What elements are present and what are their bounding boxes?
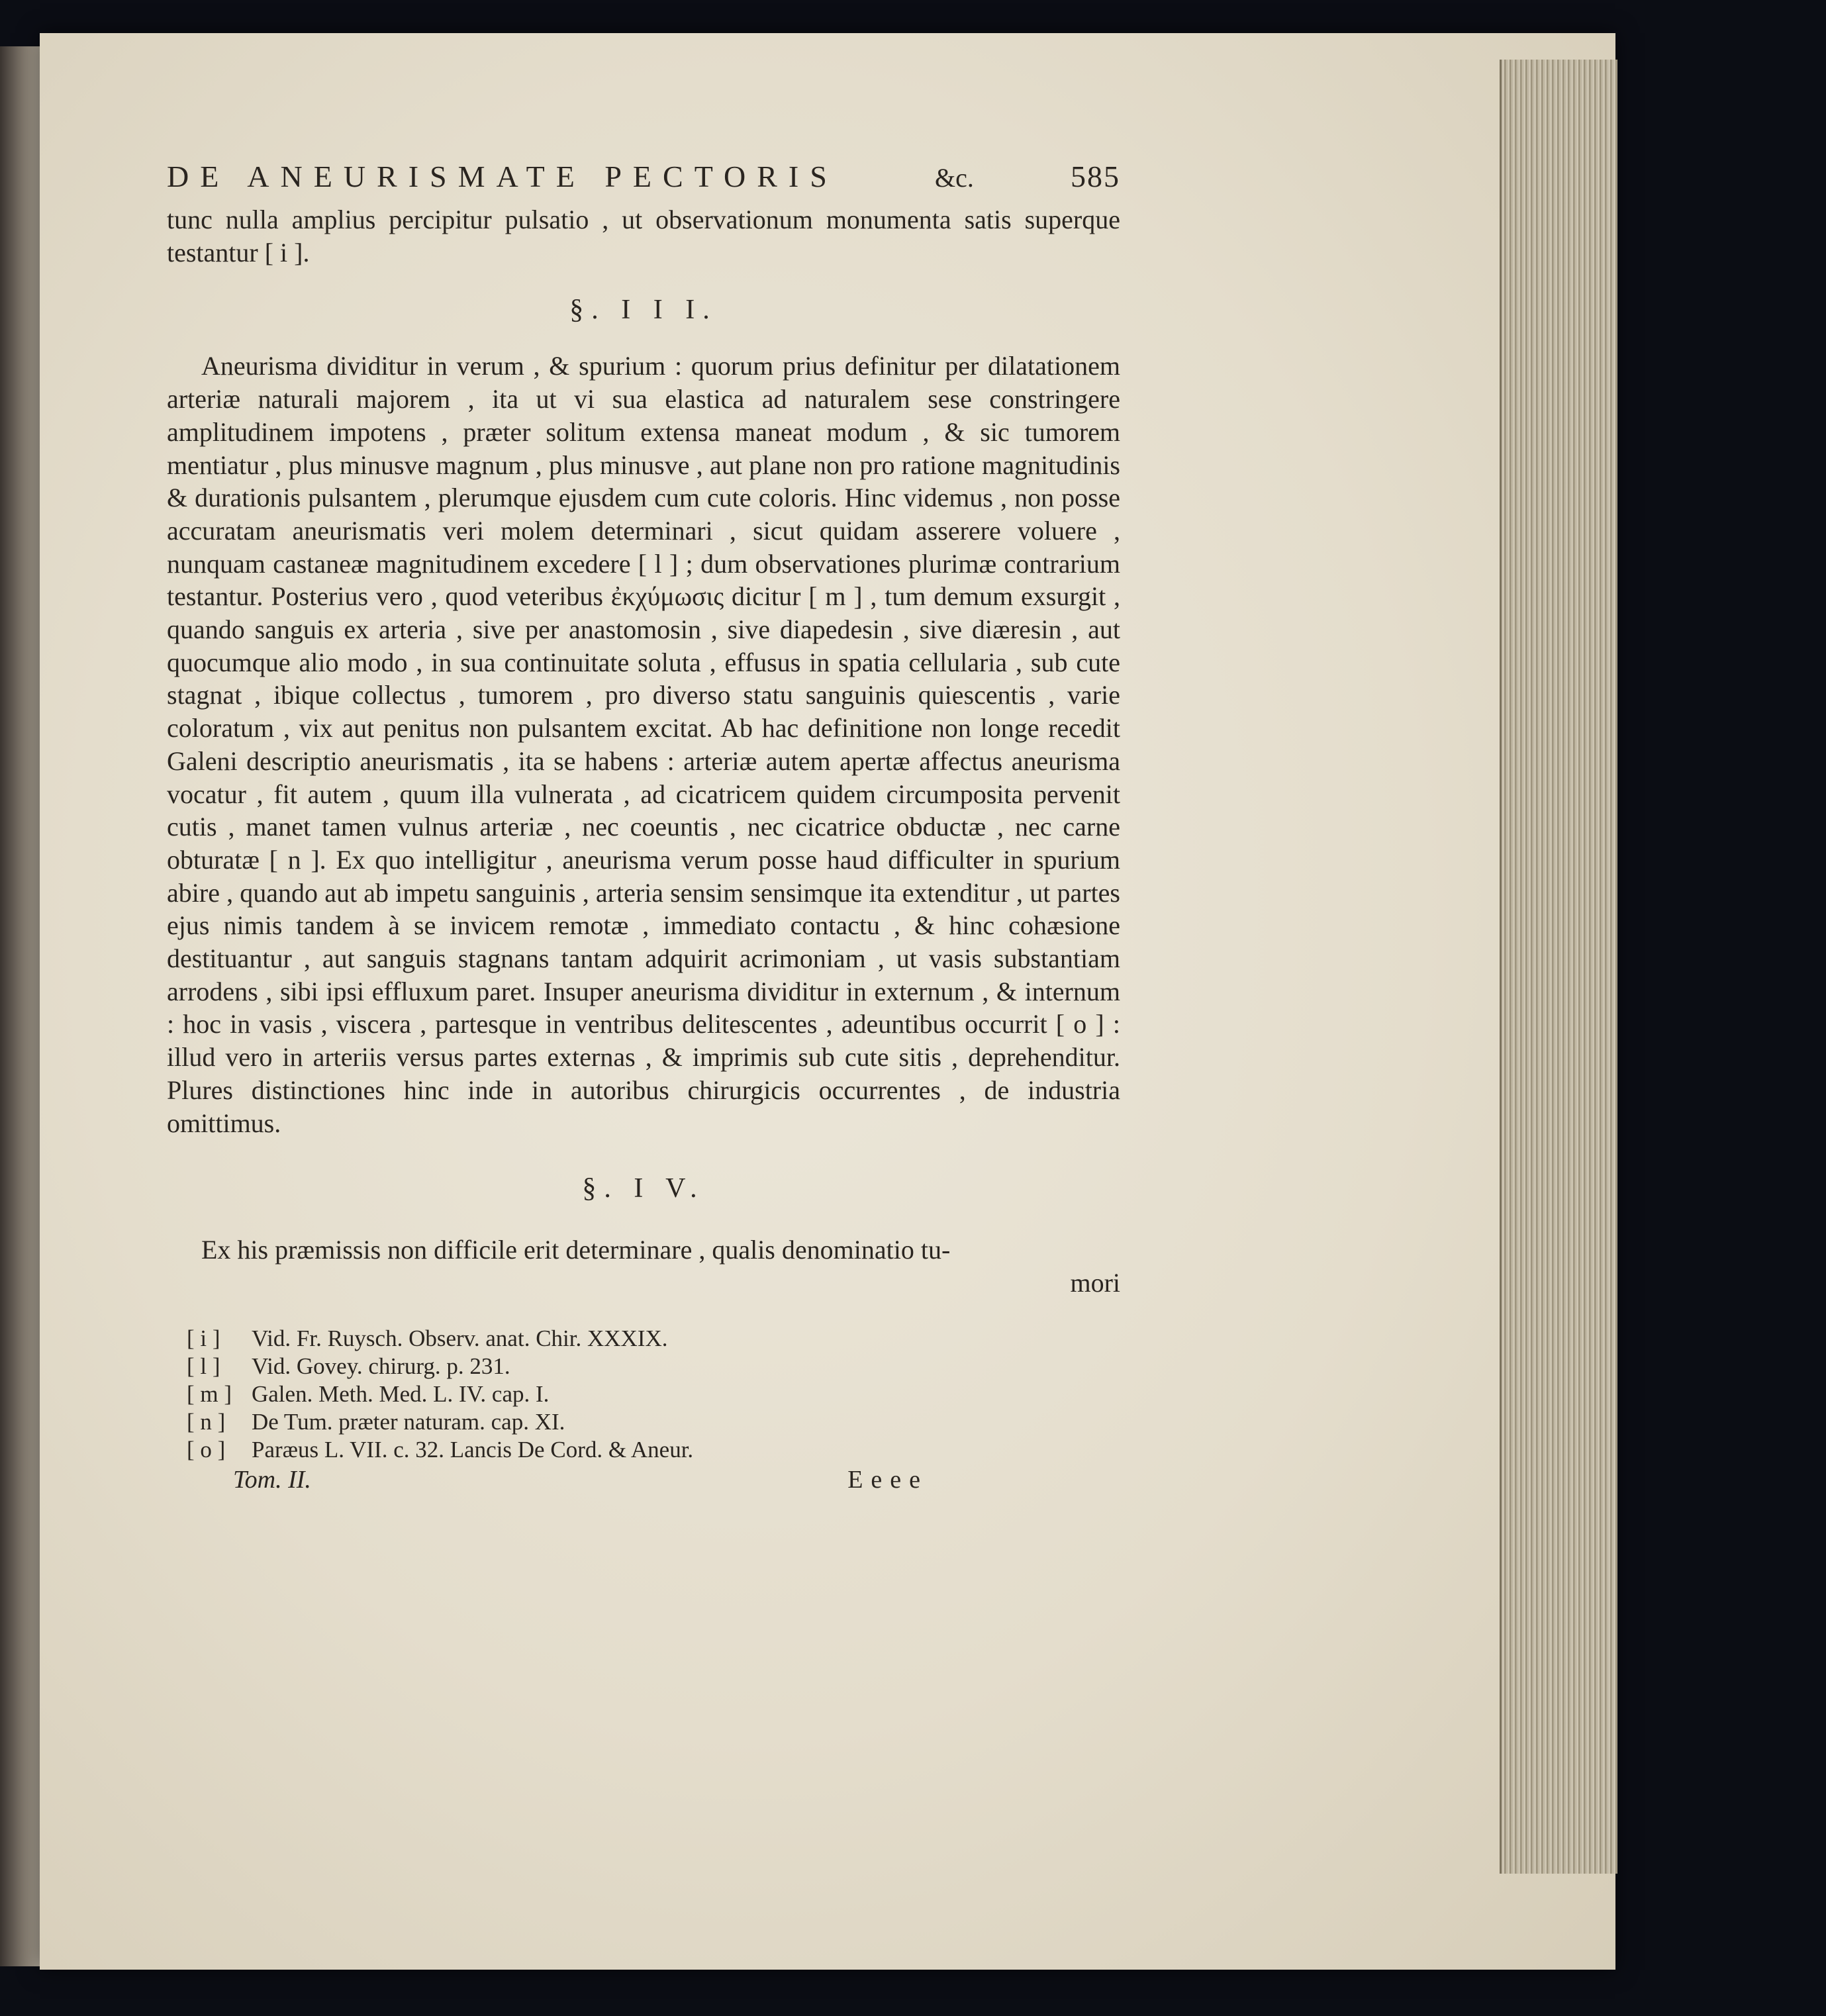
paragraph-continuation: tunc nulla amplius percipitur pulsatio , ut observationum monumenta satis superque testantur [ i ].	[167, 205, 1120, 267]
footnote-text: Vid. Govey. chirurg. p. 231.	[252, 1353, 510, 1379]
footnote-text: Galen. Meth. Med. L. IV. cap. I.	[252, 1380, 550, 1407]
footnote-mark: [ l ]	[187, 1353, 220, 1379]
footnote-mark: [ i ]	[187, 1325, 220, 1351]
signature-line	[167, 1465, 1120, 1494]
page-number: 585	[1071, 160, 1120, 193]
volume-mark: Tom. II.	[233, 1465, 311, 1494]
section-4-body: Ex his præmissis non difficile erit determinare , qualis denominatio tu-	[201, 1235, 951, 1265]
footnote-text: Paræus L. VII. c. 32. Lancis De Cord. & Aneur.	[252, 1436, 694, 1463]
footnotes	[167, 1325, 1120, 1464]
running-head-etc: &c.	[934, 163, 974, 193]
footnote	[187, 1436, 1120, 1464]
page-stack-edges	[1500, 60, 1617, 1874]
footnote	[187, 1325, 1120, 1353]
footnote-text: Vid. Fr. Ruysch. Observ. anat. Chir. XXXIX.	[252, 1325, 668, 1351]
footnote-mark: [ o ]	[187, 1436, 226, 1463]
running-head-title: DE ANEURISMATE PECTORIS	[167, 160, 838, 193]
footnote	[187, 1380, 1120, 1408]
section-3-heading: §. I I I.	[569, 295, 718, 326]
page-content	[167, 159, 1120, 1494]
running-head	[167, 159, 1120, 194]
footnote-text: De Tum. præter naturam. cap. XI.	[252, 1408, 565, 1435]
footnote	[187, 1408, 1120, 1436]
footnote	[187, 1353, 1120, 1380]
footnote-mark: [ n ]	[187, 1408, 226, 1435]
signature-mark: Eeee	[847, 1465, 928, 1494]
footnote-mark: [ m ]	[187, 1380, 232, 1407]
section-3-body: Aneurisma dividitur in verum , & spurium : quorum prius definitur per dilatationem arteriæ naturali majorem , ita ut vi sua elastica ad naturalem sese constringere amplitudinem impotens , præter solitum extensa maneat modum , & sic tumorem mentiatur , plus minusve magnum , plus minusve , aut plane non pro ratione magnitudinis & durationis pulsantem , plerumque ejusdem cum cute coloris. Hinc videmus , non posse accuratam aneurismatis veri molem determinari , sicut quidam asserere voluere , nunquam castaneæ magnitudinem excedere [ l ] ; dum observationes plurimæ contrarium testantur. Posterius vero , quod veteribus ἐκχύμωσις dicitur [ m ] , tum demum exsurgit , quando sanguis ex arteria , sive per anastomosin , sive diapedesin , sive diæresin , aut quocumque alio modo , in sua continuitate soluta , effusus in spatia cellularia , sub cute stagnat , ibique collectus , tumorem , pro diverso statu sanguinis quiescentis , varie coloratum , vix aut penitus non pulsantem excitat. Ab hac definitione non longe recedit Galeni descriptio aneurismatis , ita se habens : arteriæ autem apertæ affectus aneurisma vocatur , fit autem , quum illa vulnerata , ad cicatricem quidem circumposita pervenit cutis , manet tamen vulnus arteriæ , nec coeuntis , nec cicatrice obductæ , nec carne obturatæ [ n ]. Ex quo intelligitur , aneurisma verum posse haud difficulter in spurium abire , quando aut ab impetu sanguinis , arteria sensim sensimque ita extenditur , ut partes ejus nimis tandem à se invicem remotæ , immediato contactu , & hinc cohæsione destituantur , aut sanguis stagnans tantam adquirit acrimoniam , ut vasis substantiam arrodens , sibi ipsi effluxum paret. Insuper aneurisma dividitur in externum , & internum : hoc in vasis , viscera , partesque in ventribus delitescentes , adeuntibus occurrit [ o ] : illud vero in arteriis versus partes externas , & imprimis sub cute sitis , deprehenditur. Plures distinctiones hinc inde in autoribus chirurgicis occurrentes , de industria omittimus.	[167, 351, 1120, 1138]
catchword: mori	[1070, 1267, 1120, 1298]
section-4-heading: §. I V.	[582, 1173, 705, 1204]
